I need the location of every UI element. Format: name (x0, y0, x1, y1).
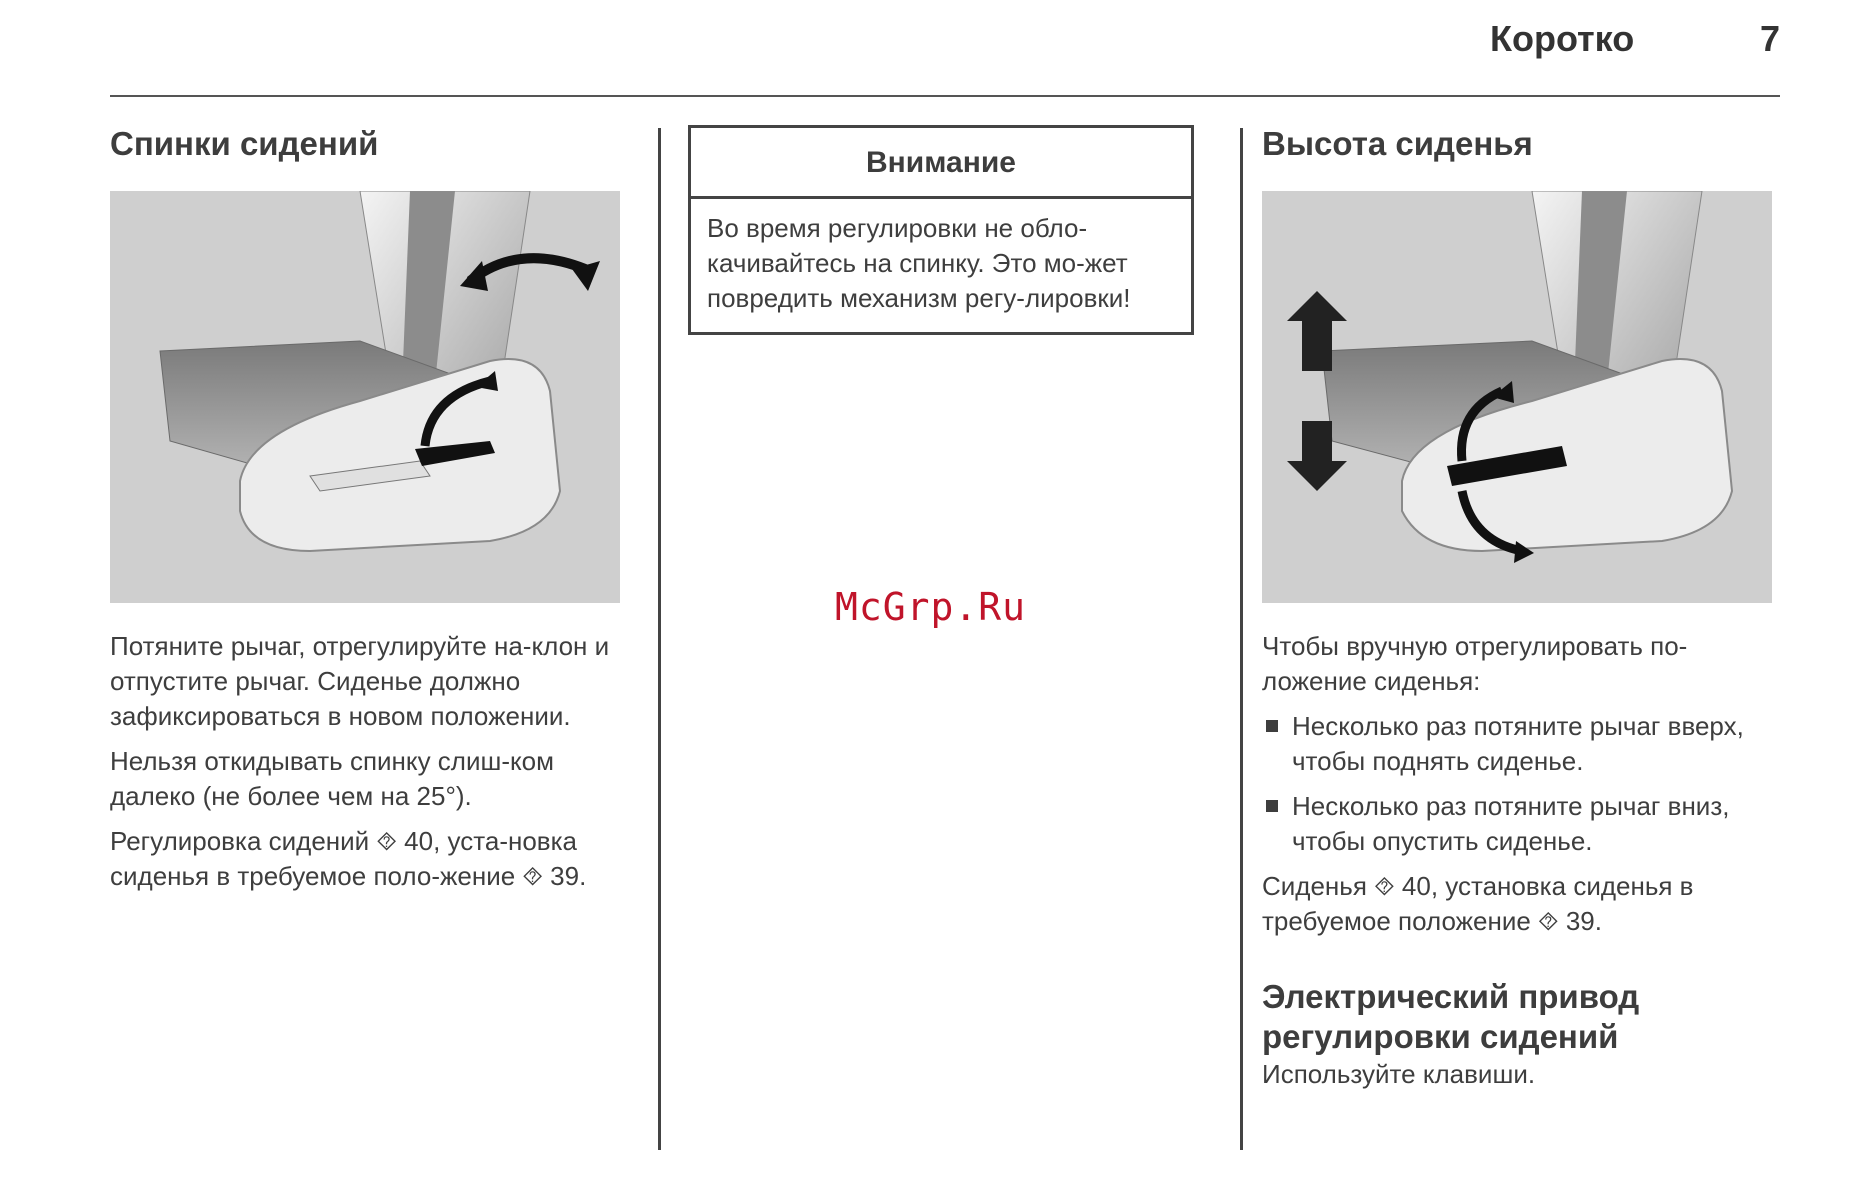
power-seat-heading (1262, 977, 1774, 1057)
backrest-illustration (110, 191, 620, 603)
backrest-paragraph-3: Регулировка сидений ⯑ 40, уста-новка сиденья в требуемое поло-жение ⯑ 39. (110, 826, 587, 891)
power-seat-heading-line-1: Электрический привод (1262, 978, 1640, 1015)
column-divider (1240, 128, 1243, 1150)
seat-height-text (1262, 629, 1774, 1092)
column-divider (658, 128, 661, 1150)
power-seat-text: Используйте клавиши. (1262, 1059, 1536, 1089)
watermark-link[interactable]: McGrp.Ru (835, 585, 1027, 629)
section-title: Коротко (1490, 18, 1635, 59)
seat-height-intro: Чтобы вручную отрегулировать по-ложение сиденья: (1262, 631, 1688, 696)
warning-title: Внимание (691, 128, 1191, 199)
column-backrest (110, 125, 625, 904)
seat-height-refs: Сиденья ⯑ 40, установка сиденья в требуемое положение ⯑ 39. (1262, 871, 1694, 936)
seat-height-bullets (1262, 709, 1774, 859)
backrest-text (110, 629, 625, 894)
backrest-heading: Спинки сидений (110, 125, 379, 162)
warning-text: Во время регулировки не обло-качивайтесь на спинку. Это мо-жет повредить механизм регу-лировки! (707, 213, 1131, 313)
column-seat-height (1262, 125, 1774, 1102)
page-number: 7 (1760, 18, 1781, 59)
power-seat-heading-line-2: регулировки сидений (1262, 1018, 1619, 1055)
header-rule (110, 95, 1780, 97)
list-item: Несколько раз потяните рычаг вниз, чтобы опустить сиденье. (1262, 789, 1774, 859)
backrest-paragraph-1: Потяните рычаг, отрегулируйте на-клон и отпустите рычаг. Сиденье должно зафиксироваться в новом положении. (110, 631, 610, 731)
seat-height-illustration (1262, 191, 1772, 603)
column-warning (688, 125, 1196, 335)
warning-box (688, 125, 1194, 335)
seat-height-heading: Высота сиденья (1262, 125, 1533, 162)
list-item: Несколько раз потяните рычаг вверх, чтобы поднять сиденье. (1262, 709, 1774, 779)
backrest-paragraph-2: Нельзя откидывать спинку слиш-ком далеко (не более чем на 25°). (110, 746, 555, 811)
